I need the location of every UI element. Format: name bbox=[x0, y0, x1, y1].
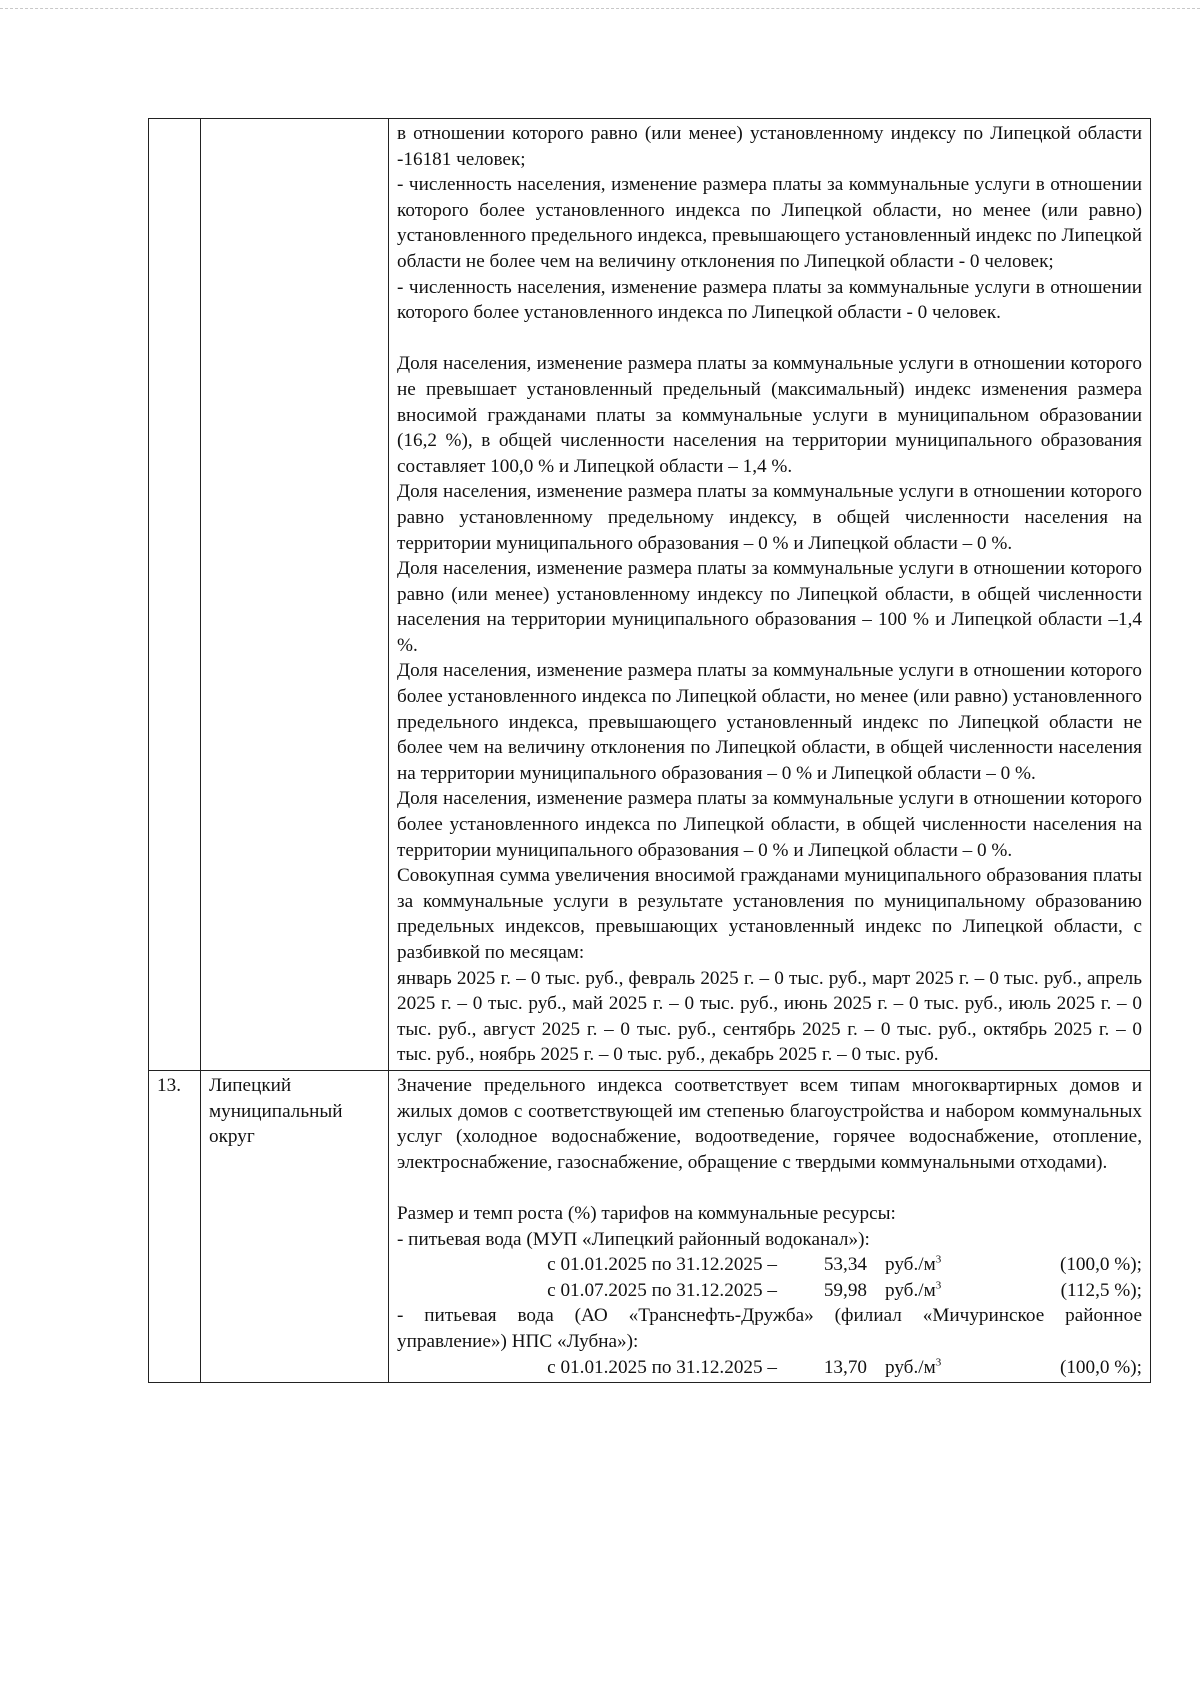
tariff-period: с 01.01.2025 по 31.12.2025 – bbox=[547, 1356, 777, 1378]
paragraph: Совокупная сумма увеличения вносимой гражданами муниципального образования платы за коммунальные услуги в результате установления по муниципальному образованию предельных индексов, превышающих установленный индекс по Липецкой области, с разбивкой по месяцам: bbox=[397, 865, 1142, 963]
tariffs-heading: Размер и темп роста (%) тарифов на коммунальные ресурсы: bbox=[397, 1202, 896, 1224]
paragraph: - численность населения, изменение размера платы за коммунальные услуги в отношении которого более установленного индекса по Липецкой области, но менее (или равно) установленного предельного индекса, превышающего установленный индекс по Липецкой области не более чем на величину отклонения по Липецкой области - 0 человек; bbox=[397, 174, 1142, 272]
tariff-row bbox=[397, 1355, 1142, 1381]
table-row-continuation bbox=[149, 119, 1151, 1071]
tariff-value: 53,34 bbox=[823, 1254, 867, 1276]
description-cell bbox=[389, 119, 1151, 1071]
municipality-cell bbox=[201, 119, 389, 1071]
row-number-cell bbox=[149, 119, 201, 1071]
paragraph: в отношении которого равно (или менее) установленному индексу по Липецкой области -16181 человек; bbox=[397, 123, 1142, 170]
row-number-cell: 13. bbox=[149, 1070, 201, 1382]
tariff-unit: $руб./м^3$ bbox=[885, 1356, 942, 1378]
paragraph: - численность населения, изменение размера платы за коммунальные услуги в отношении которого более установленного индекса по Липецкой области - 0 человек. bbox=[397, 276, 1142, 324]
intro-paragraph: Значение предельного индекса соответствует всем типам многоквартирных домов и жилых домов с соответствующей им степенью благоустройства и набором коммунальных услуг (холодное водоснабжение, водоотведение, горячее водоснабжение, отопление, электроснабжение, газоснабжение, обращение с твердыми коммунальными отходами). bbox=[397, 1074, 1142, 1173]
tariff-period: с 01.01.2025 по 31.12.2025 – bbox=[547, 1254, 777, 1276]
paragraph: Доля населения, изменение размера платы за коммунальные услуги в отношении которого равно (или менее) установленному индексу по Липецкой области, в общей численности населения на территории муниципального образования – 100 % и Липецкой области –1,4 %. bbox=[397, 558, 1142, 656]
description-cell bbox=[389, 1070, 1151, 1382]
tariff-period: с 01.07.2025 по 31.12.2025 – bbox=[547, 1279, 777, 1301]
paragraph: Доля населения, изменение размера платы за коммунальные услуги в отношении которого не превышает установленный предельный (максимальный) индекс изменения размера вносимой гражданами платы за коммунальные услуги в муниципальном образовании (16,2 %), в общей численности населения на территории муниципального образования составляет 100,0 % и Липецкой области – 1,4 %. bbox=[397, 353, 1142, 477]
spacer bbox=[397, 326, 1142, 352]
document-table bbox=[148, 118, 1151, 1383]
supplier-1-label: - питьевая вода (МУП «Липецкий районный водоканал»): bbox=[397, 1228, 870, 1250]
table-row-13 bbox=[149, 1070, 1151, 1382]
tariff-growth: (100,0 %); bbox=[1059, 1356, 1142, 1378]
tariff-row bbox=[397, 1278, 1142, 1304]
supplier-2-label: - питьевая вода (АО «Транснефть-Дружба» (филиал «Мичуринское районное управление») НПС «Лубна»): bbox=[397, 1305, 1142, 1352]
paragraph: Доля населения, изменение размера платы за коммунальные услуги в отношении которого более установленного индекса по Липецкой области, но менее (или равно) установленного предельного индекса, превышающего установленный индекс по Липецкой области не более чем на величину отклонения по Липецкой области, в общей численности населения на территории муниципального образования – 0 % и Липецкой области – 0 %. bbox=[397, 660, 1142, 784]
tariff-unit: $руб./м^3$ bbox=[885, 1279, 942, 1301]
municipality-cell: Липецкий муниципальный округ bbox=[201, 1070, 389, 1382]
tariff-growth: (100,0 %); bbox=[1059, 1254, 1142, 1276]
paragraph: Доля населения, изменение размера платы за коммунальные услуги в отношении которого равно установленному предельному индексу, в общей численности населения на территории муниципального образования – 0 % и Липецкой области – 0 %. bbox=[397, 481, 1142, 554]
tariff-value: 13,70 bbox=[823, 1356, 867, 1378]
paragraph: январь 2025 г. – 0 тыс. руб., февраль 2025 г. – 0 тыс. руб., март 2025 г. – 0 тыс. руб., апрель 2025 г. – 0 тыс. руб., май 2025 г. – 0 тыс. руб., июнь 2025 г. – 0 тыс. руб., июль 2025 г. – 0 тыс. руб., август 2025 г. – 0 тыс. руб., сентябрь 2025 г. – 0 тыс. руб., октябрь 2025 г. – 0 тыс. руб., ноябрь 2025 г. – 0 тыс. руб., декабрь 2025 г. – 0 тыс. руб. bbox=[397, 967, 1142, 1066]
tariff-row bbox=[397, 1252, 1142, 1278]
paragraph: Доля населения, изменение размера платы за коммунальные услуги в отношении которого более установленного индекса по Липецкой области, в общей численности населения на территории муниципального образования – 0 % и Липецкой области – 0 %. bbox=[397, 788, 1142, 861]
tariff-growth: (112,5 %); bbox=[1060, 1279, 1142, 1301]
scan-top-edge bbox=[0, 8, 1200, 11]
tariff-value: 59,98 bbox=[823, 1279, 867, 1301]
spacer bbox=[397, 1175, 1142, 1201]
tariff-unit: $руб./м^3$ bbox=[885, 1253, 942, 1276]
